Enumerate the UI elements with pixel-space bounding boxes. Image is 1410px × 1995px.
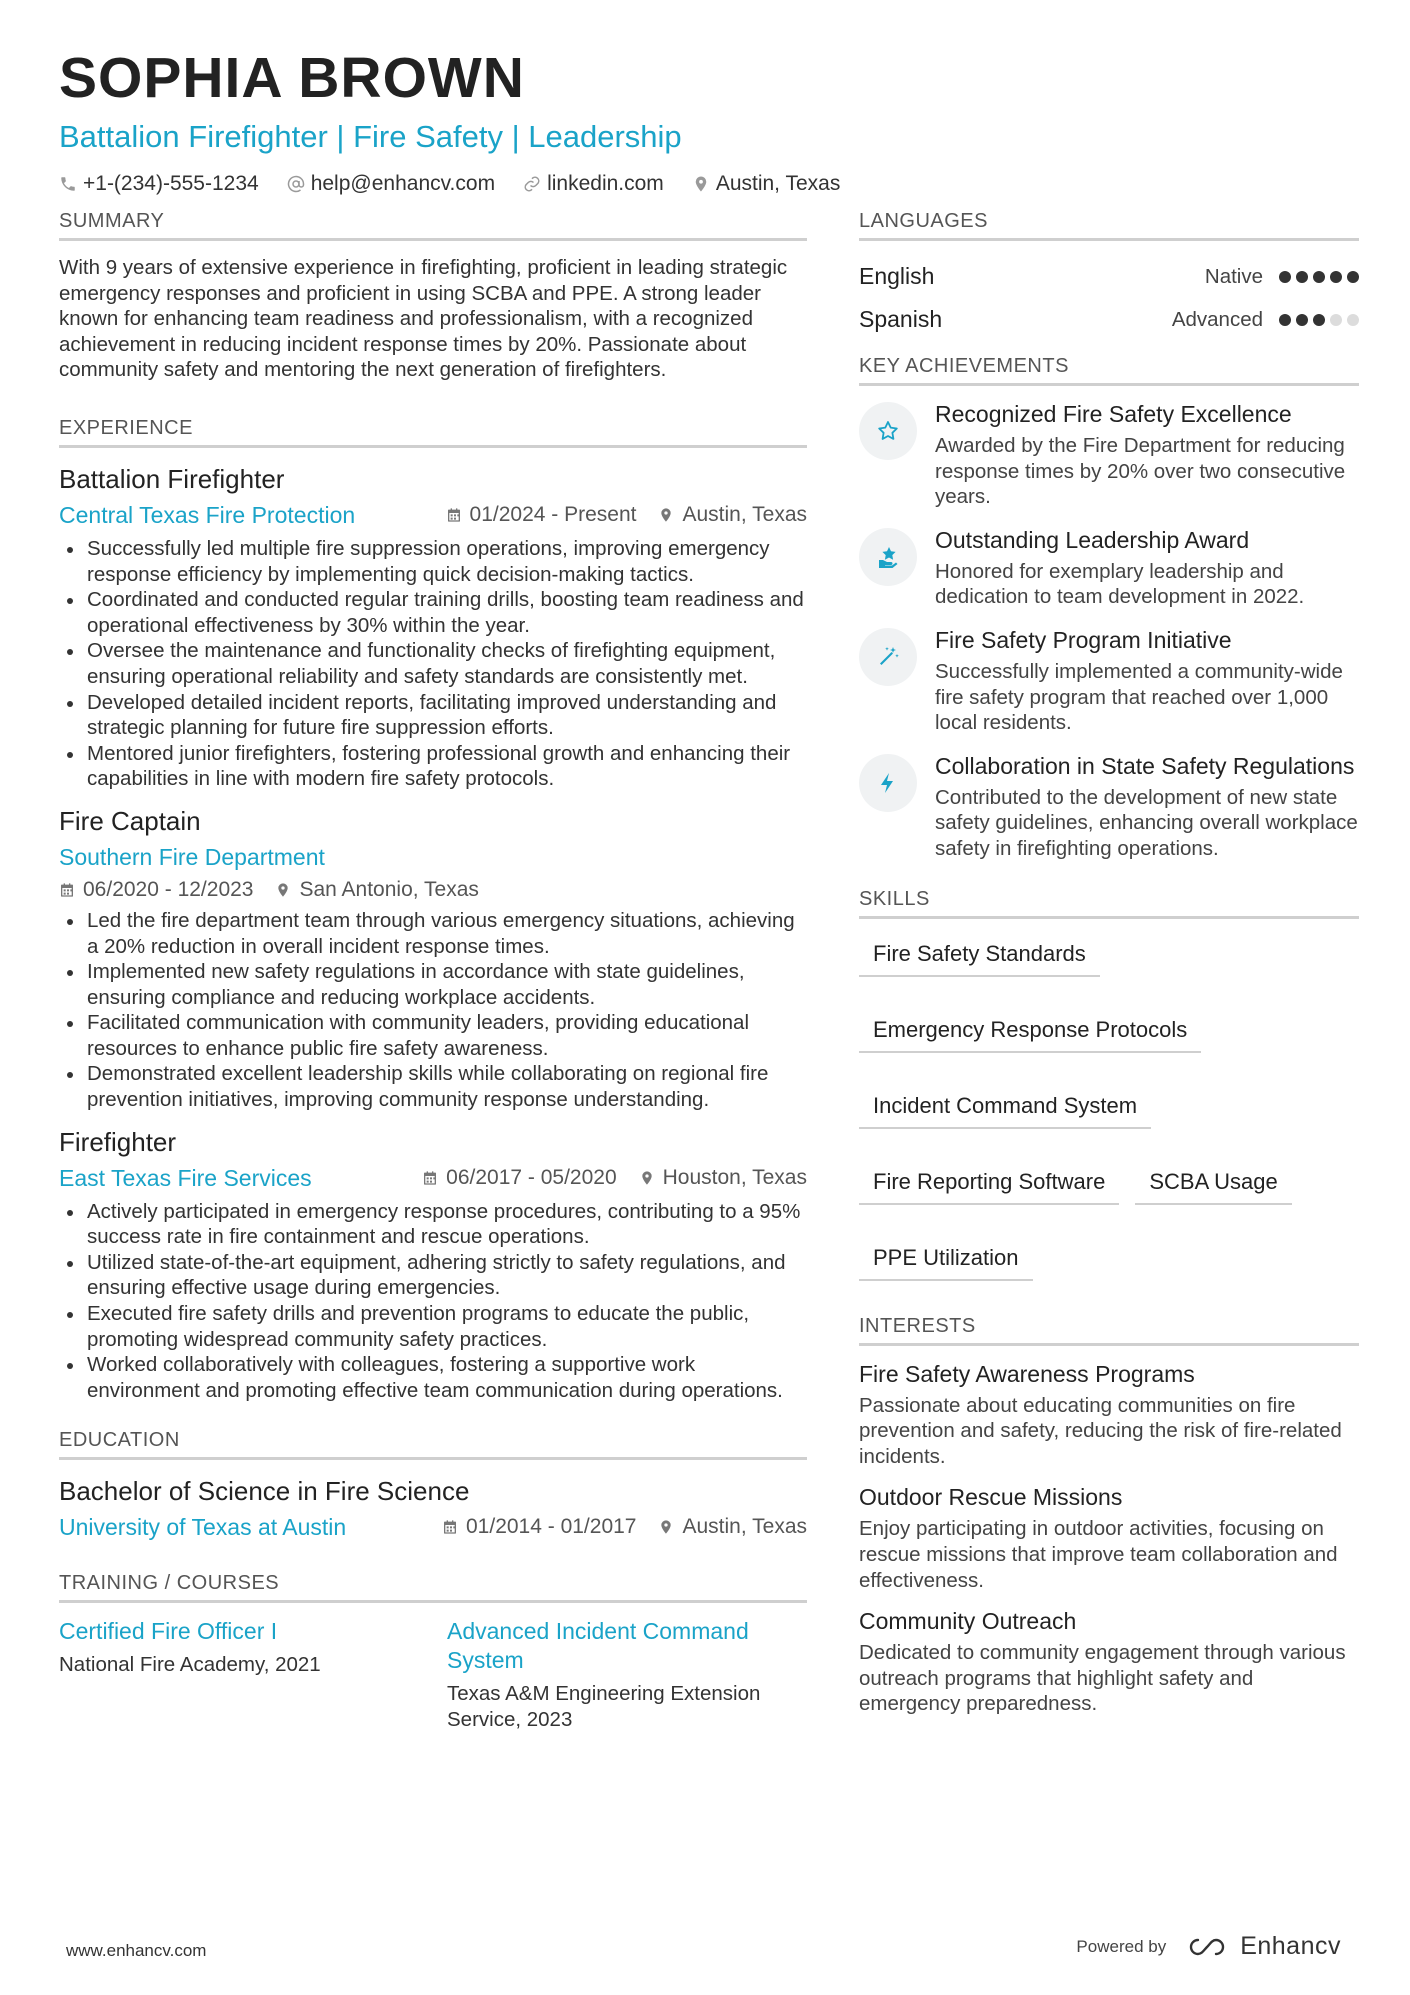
map-pin-icon: [658, 507, 674, 523]
skills-list: [859, 933, 1359, 1281]
skill-tag: Fire Reporting Software: [859, 1161, 1119, 1205]
training-list: [59, 1617, 807, 1732]
contact-phone[interactable]: [59, 172, 259, 196]
contact-location: [692, 172, 841, 196]
interest-item: [859, 1607, 1359, 1717]
language-level: Native: [1204, 264, 1263, 288]
job-bullets: [59, 908, 807, 1113]
job-entry: [59, 462, 807, 792]
achievement-desc: Honored for exemplary leadership and dedication to team development in 2022.: [935, 559, 1305, 609]
interest-item: [859, 1483, 1359, 1593]
education-heading: EDUCATION: [59, 1429, 807, 1460]
language-rating: [1279, 271, 1359, 283]
experience-heading: EXPERIENCE: [59, 417, 807, 448]
interest-item: [859, 1360, 1359, 1470]
language-row: [859, 255, 1359, 298]
language-row: [859, 298, 1359, 341]
training-item: [59, 1617, 419, 1732]
calendar-icon: [59, 882, 75, 898]
job-dates: 06/2017 - 05/2020: [446, 1165, 617, 1189]
job-meta: [59, 500, 807, 530]
candidate-title: Battalion Firefighter | Fire Safety | Leadership: [59, 119, 682, 154]
map-pin-icon: [639, 1170, 655, 1186]
achievement-item: [859, 526, 1359, 610]
job-bullet: Coordinated and conducted regular training drills, boosting team readiness and operational effectiveness by 30% within the year.: [59, 587, 807, 638]
training-title: Advanced Incident Command System: [447, 1618, 749, 1674]
achievement-title: Collaboration in State Safety Regulations: [935, 752, 1355, 779]
job-role: Firefighter: [59, 1126, 177, 1157]
training-provider: Texas A&M Engineering Extension Service, 2023: [447, 1682, 761, 1731]
job-bullet: Facilitated communication with community leaders, providing educational resources to enhance public fire safety awareness.: [59, 1010, 807, 1061]
language-rating: [1279, 314, 1359, 326]
interests-list: [859, 1360, 1359, 1717]
map-pin-icon: [275, 882, 291, 898]
phone-text: +1-(234)-555-1234: [83, 172, 259, 195]
enhancv-logo-icon: [1184, 1935, 1230, 1959]
interests-heading: INTERESTS: [859, 1315, 1359, 1346]
job-meta: [59, 1163, 807, 1193]
job-company: East Texas Fire Services: [59, 1164, 312, 1191]
phone-icon: [59, 175, 77, 193]
summary-text: With 9 years of extensive experience in firefighting, proficient in leading strategic emergency responses and proficient in using SCBA and PPE. A strong leader known for enhancing team readiness and professionalism, with a recognized achievement in reducing incident response times by 20%. Passionate about community safety and mentoring the next generation of firefighters.: [59, 256, 788, 382]
achievement-item: [859, 626, 1359, 736]
brand-name: Enhancv: [1240, 1932, 1341, 1960]
job-entry: [59, 1125, 807, 1404]
interest-desc: Passionate about educating communities on fire prevention and safety, reducing the risk of fire-related incidents.: [859, 1393, 1342, 1468]
job-company: Central Texas Fire Protection: [59, 501, 356, 528]
skill-tag: PPE Utilization: [859, 1237, 1033, 1281]
skill-tag: Fire Safety Standards: [859, 933, 1100, 977]
rating-dot-filled: [1279, 271, 1291, 283]
education-degree: Bachelor of Science in Fire Science: [59, 1476, 470, 1507]
job-location: San Antonio, Texas: [299, 877, 479, 901]
language-name: Spanish: [859, 306, 943, 332]
rating-dot-filled: [1296, 271, 1308, 283]
map-pin-icon: [658, 1519, 674, 1535]
calendar-icon: [442, 1519, 458, 1535]
achievement-desc: Contributed to the development of new state safety guidelines, enhancing overall workplace safety in firefighting operations.: [935, 785, 1358, 860]
job-meta: [59, 878, 807, 902]
job-bullet: Utilized state-of-the-art equipment, adhering strictly to safety regulations, and ensuring effective usage during emergencies.: [59, 1250, 807, 1301]
skill-tag: SCBA Usage: [1135, 1161, 1291, 1205]
lightning-bolt-icon: [859, 754, 917, 812]
at-sign-icon: [287, 175, 305, 193]
job-dates: 06/2020 - 12/2023: [83, 877, 254, 901]
contact-email[interactable]: [287, 172, 495, 196]
job-bullet: Led the fire department team through various emergency situations, achieving a 20% reduction in overall incident response times.: [59, 908, 807, 959]
right-column: [859, 210, 1359, 1731]
rating-dot-filled: [1313, 271, 1325, 283]
achievements-list: [859, 400, 1359, 862]
interest-title: Community Outreach: [859, 1608, 1077, 1635]
job-dates: 01/2024 - Present: [469, 502, 637, 526]
job-bullets: [59, 536, 807, 792]
rating-dot-filled: [1296, 314, 1308, 326]
left-column: [59, 210, 807, 1733]
training-item: [447, 1617, 807, 1732]
job-role: Battalion Firefighter: [59, 463, 285, 494]
rating-dot-empty: [1330, 314, 1342, 326]
magic-wand-icon: [859, 628, 917, 686]
contact-linkedin[interactable]: [523, 172, 664, 196]
skills-heading: SKILLS: [859, 888, 1359, 919]
achievement-title: Recognized Fire Safety Excellence: [935, 401, 1292, 427]
email-text: help@enhancv.com: [310, 172, 496, 195]
education-location: Austin, Texas: [682, 1515, 807, 1539]
location-text: Austin, Texas: [715, 172, 841, 195]
interest-desc: Enjoy participating in outdoor activities, focusing on rescue missions that improve team collaboration and effectiveness.: [859, 1517, 1338, 1592]
contact-bar: [59, 172, 1359, 196]
language-name: English: [859, 263, 935, 289]
job-bullet: Successfully led multiple fire suppression operations, improving emergency response efficiency by implementing quick decision-making tactics.: [59, 536, 807, 587]
calendar-icon: [422, 1170, 438, 1186]
training-heading: TRAINING / COURSES: [59, 1572, 807, 1603]
resume-header: [59, 42, 1359, 196]
job-location: Austin, Texas: [682, 502, 807, 526]
interest-desc: Dedicated to community engagement through various outreach programs that highlight safety and emergency preparedness.: [859, 1641, 1346, 1716]
job-bullet: Mentored junior firefighters, fostering professional growth and enhancing their capabilities in line with modern fire safety protocols.: [59, 741, 807, 792]
footer-website[interactable]: www.enhancv.com: [66, 1941, 207, 1960]
job-bullet: Implemented new safety regulations in accordance with state guidelines, ensuring compliance and reducing workplace accidents.: [59, 959, 807, 1010]
languages-list: [859, 255, 1359, 341]
job-bullet: Oversee the maintenance and functionality checks of firefighting equipment, ensuring operational reliability and safety standards are consistently met.: [59, 638, 807, 689]
training-title: Certified Fire Officer I: [59, 1618, 278, 1645]
job-bullet: Actively participated in emergency response procedures, contributing to a 95% success rate in fire containment and rescue operations.: [59, 1199, 807, 1250]
education-school: University of Texas at Austin: [59, 1514, 347, 1541]
job-bullet: Developed detailed incident reports, facilitating improved understanding and strategic planning for future fire suppression efforts.: [59, 690, 807, 741]
job-location: Houston, Texas: [662, 1165, 807, 1189]
languages-heading: LANGUAGES: [859, 210, 1359, 241]
achievement-item: [859, 752, 1359, 862]
achievement-desc: Successfully implemented a community-wide fire safety program that reached over 1,000 local residents.: [935, 659, 1343, 735]
rating-dot-filled: [1313, 314, 1325, 326]
interest-title: Outdoor Rescue Missions: [859, 1484, 1123, 1511]
rating-dot-filled: [1279, 314, 1291, 326]
rating-dot-filled: [1330, 271, 1342, 283]
job-bullets: [59, 1199, 807, 1404]
link-icon: [523, 175, 541, 193]
job-bullet: Demonstrated excellent leadership skills while collaborating on regional fire prevention initiatives, improving community response understanding.: [59, 1061, 807, 1112]
job-bullet: Worked collaboratively with colleagues, fostering a supportive work environment and promoting effective team communication during operations.: [59, 1352, 807, 1403]
star-outline-icon: [859, 402, 917, 460]
rating-dot-filled: [1347, 271, 1359, 283]
skill-tag: Incident Command System: [859, 1085, 1151, 1129]
candidate-name: SOPHIA BROWN: [59, 46, 525, 110]
language-level: Advanced: [1171, 307, 1263, 331]
star-hand-icon: [859, 528, 917, 586]
job-company: Southern Fire Department: [59, 843, 325, 870]
achievement-title: Fire Safety Program Initiative: [935, 626, 1232, 653]
achievement-item: [859, 400, 1359, 510]
education-dates: 01/2014 - 01/2017: [466, 1515, 637, 1539]
map-pin-icon: [692, 175, 710, 193]
linkedin-text: linkedin.com: [547, 172, 664, 195]
training-provider: National Fire Academy, 2021: [59, 1653, 321, 1677]
powered-by-label: Powered by: [1076, 1936, 1167, 1956]
achievement-desc: Awarded by the Fire Department for reducing response times by 20% over two consecutive years.: [935, 434, 1346, 509]
job-role: Fire Captain: [59, 805, 201, 836]
achievement-title: Outstanding Leadership Award: [935, 526, 1250, 553]
education-entry: [59, 1474, 807, 1542]
calendar-icon: [446, 507, 462, 523]
job-bullet: Executed fire safety drills and prevention programs to educate the public, promoting widespread community safety practices.: [59, 1301, 807, 1352]
summary-heading: SUMMARY: [59, 210, 807, 241]
interest-title: Fire Safety Awareness Programs: [859, 1360, 1195, 1387]
achievements-heading: KEY ACHIEVEMENTS: [859, 355, 1359, 386]
rating-dot-empty: [1347, 314, 1359, 326]
footer-branding[interactable]: [1076, 1932, 1341, 1961]
skill-tag: Emergency Response Protocols: [859, 1009, 1201, 1053]
job-entry: [59, 804, 807, 1113]
